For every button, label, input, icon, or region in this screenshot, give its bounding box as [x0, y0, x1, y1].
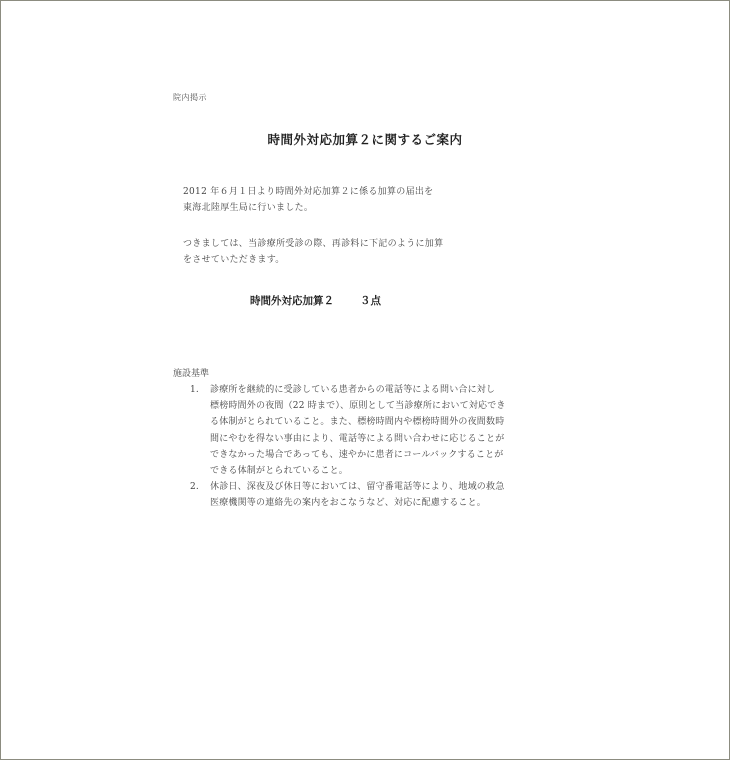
- document-title-text: 時間外対応加算２に関するご案内: [267, 132, 463, 147]
- standards-item-text: [210, 382, 506, 479]
- standards-line: 診療所を継続的に受診している患者からの電話等による問い合に対し: [210, 385, 496, 395]
- paragraph-registration: [183, 184, 433, 216]
- paragraph-line: つきましては、当診療所受診の際、再診料に下記のように加算: [183, 239, 444, 249]
- paragraph-line: をさせていただきます。: [183, 255, 285, 265]
- standards-line: 標榜時間外の夜間（22 時まで）、原則として当診療所において対応でき: [210, 401, 506, 412]
- fee-points: ３点: [360, 295, 381, 307]
- standards-heading: 施設基準: [173, 369, 210, 379]
- standards-line: 医療機関等の連絡先の案内をおこなうなど、対応に配慮すること。: [210, 498, 487, 509]
- fee-row: [250, 293, 381, 308]
- standards-item: [190, 382, 570, 479]
- standards-item-number: 1.: [190, 385, 199, 395]
- fee-name: 時間外対応加算２: [250, 295, 334, 307]
- standards-item: [190, 479, 570, 511]
- standards-line: 間にやむを得ない事由により、電話等による問い合わせに応じることが: [210, 433, 505, 444]
- standards-line: る体制がとられていること。また、標榜時間内や標榜時間外の夜間数時: [210, 417, 505, 428]
- standards-item-number: 2.: [190, 482, 199, 493]
- standards-line: 休診日、深夜及び休日等においては、留守番電話等により、地域の救急: [210, 482, 505, 493]
- standards-line: できなかった場合であっても、速やかに患者にコールバックすることが: [210, 449, 504, 460]
- paragraph-line: 東海北陸厚生局に行いました。: [183, 203, 314, 213]
- paragraph-line: 2012 年６月１日より時間外対応加算２に係る加算の届出を: [183, 187, 434, 197]
- standards-list: [190, 382, 570, 512]
- standards-line: できる体制がとられていること。: [210, 466, 349, 477]
- standards-item-text: [210, 479, 504, 511]
- paragraph-fee-notice: [183, 236, 443, 268]
- notice-label: 院内掲示: [173, 93, 207, 102]
- document-title: [0, 130, 730, 148]
